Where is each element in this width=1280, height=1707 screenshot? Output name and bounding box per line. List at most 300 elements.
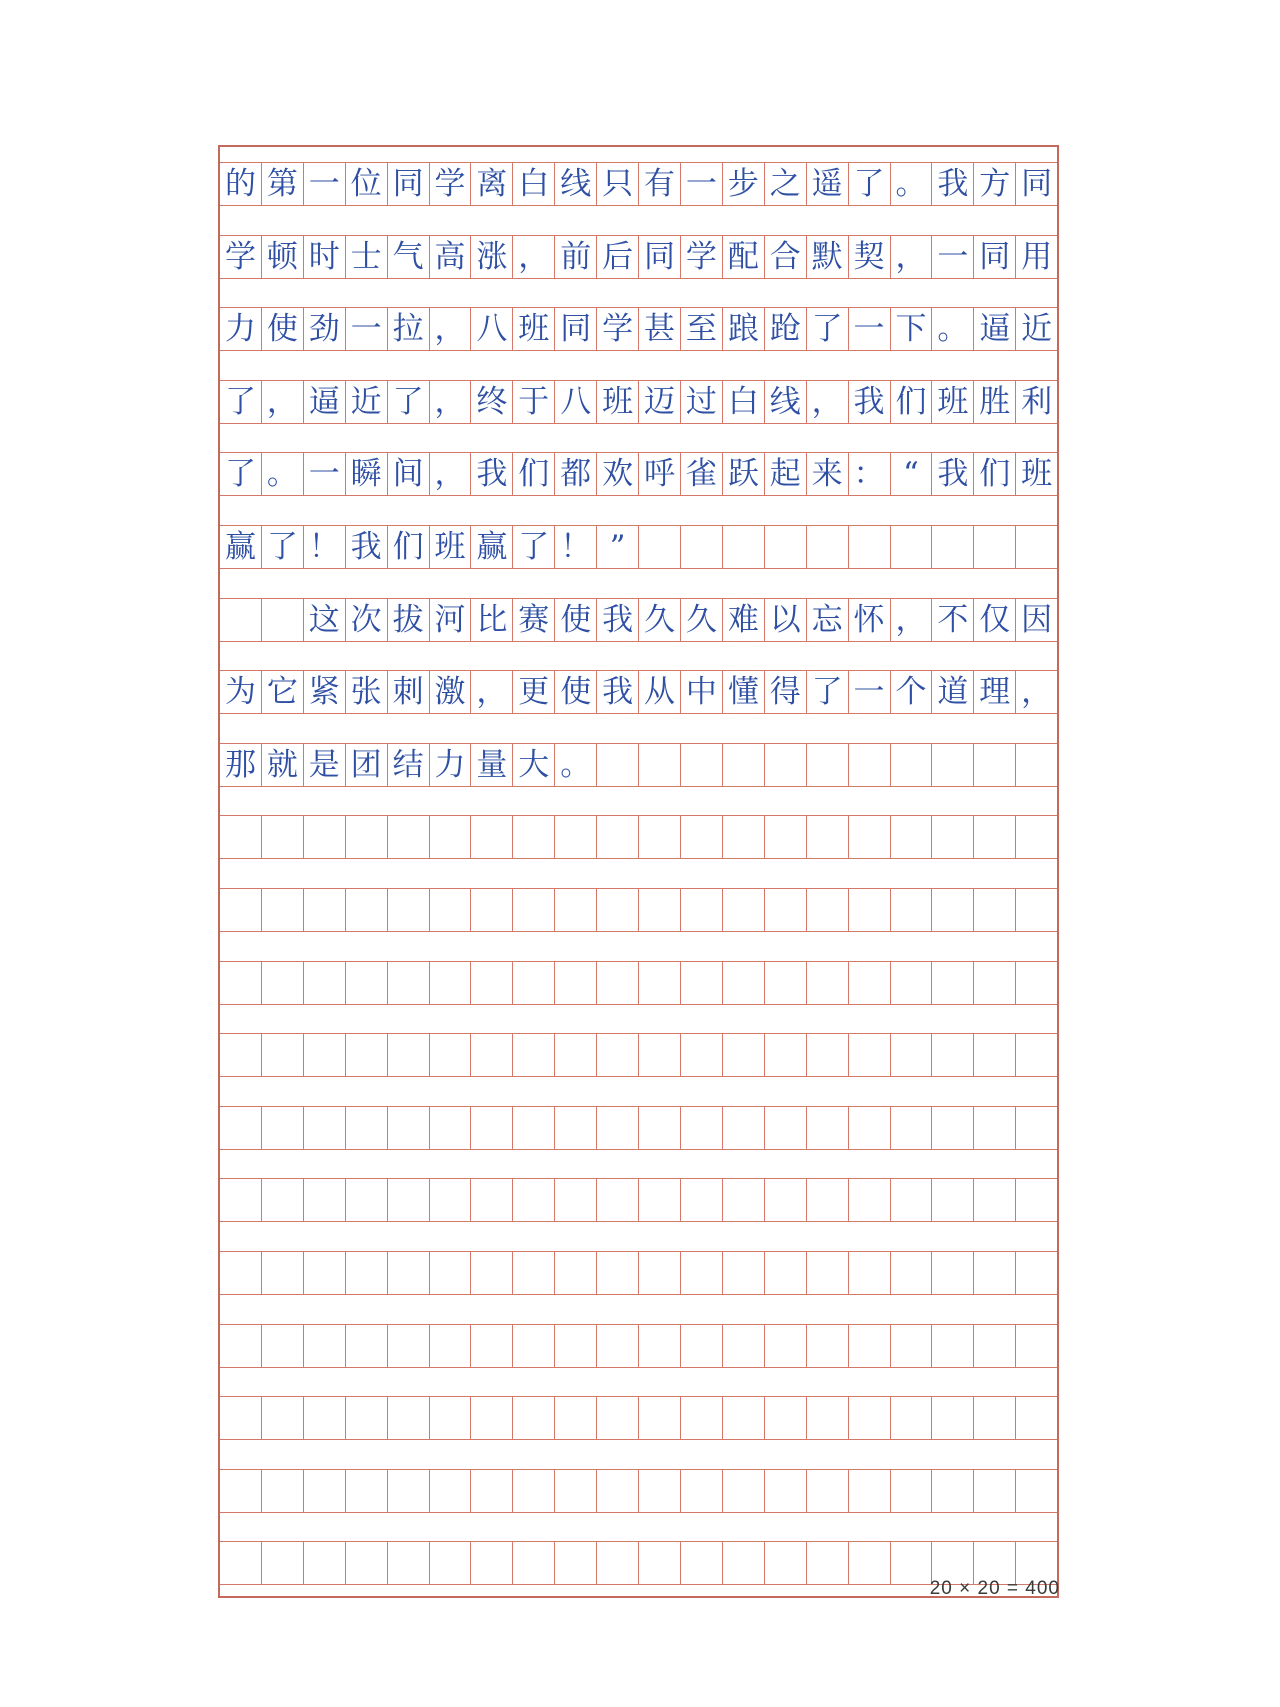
grid-cell: 忘	[807, 599, 849, 641]
grid-cell	[639, 1325, 681, 1367]
grid-cell	[639, 744, 681, 786]
grid-cell: 得	[765, 671, 807, 713]
grid-cell	[262, 816, 304, 858]
grid-cell	[430, 889, 472, 931]
grid-cell	[555, 1325, 597, 1367]
grid-cell	[304, 1179, 346, 1221]
grid-cell	[513, 1542, 555, 1584]
grid-cell	[723, 1397, 765, 1439]
grid-cell	[304, 1107, 346, 1149]
grid-cell: 理	[974, 671, 1016, 713]
grid-cell	[849, 962, 891, 1004]
grid-cell: 拉	[388, 308, 430, 350]
grid-cell	[932, 1470, 974, 1512]
grid-cell: 一	[346, 308, 388, 350]
grid-cell: 后	[597, 236, 639, 278]
grid-cell	[430, 1470, 472, 1512]
grid-cell: 我	[346, 526, 388, 568]
grid-cell: 紧	[304, 671, 346, 713]
grid-cell	[388, 1252, 430, 1294]
grid-cell	[974, 1034, 1016, 1076]
grid-cell	[471, 1542, 513, 1584]
grid-cell	[346, 1034, 388, 1076]
grid-cell	[555, 889, 597, 931]
grid-cell	[471, 1107, 513, 1149]
grid-cell: ，	[513, 236, 555, 278]
grid-cell: 仅	[974, 599, 1016, 641]
grid-cell: 就	[262, 744, 304, 786]
grid-cell: ，	[430, 381, 472, 423]
grid-cell	[639, 1397, 681, 1439]
grid-cell: 间	[388, 453, 430, 495]
grid-cell: 学	[430, 163, 472, 205]
grid-cell: 至	[681, 308, 723, 350]
grid-cell	[513, 1252, 555, 1294]
grid-cell	[1016, 1179, 1057, 1221]
grid-cell: 遥	[807, 163, 849, 205]
grid-cell	[597, 816, 639, 858]
grid-cell: ，	[891, 599, 933, 641]
grid-cell: 跄	[765, 308, 807, 350]
grid-cell: ！	[555, 526, 597, 568]
grid-cell: 都	[555, 453, 597, 495]
grid-cell	[262, 1325, 304, 1367]
grid-cell	[430, 1107, 472, 1149]
grid-cell: 班	[513, 308, 555, 350]
grid-cell: 气	[388, 236, 430, 278]
grid-cell: 一	[932, 236, 974, 278]
grid-cell	[807, 526, 849, 568]
grid-cell	[597, 1179, 639, 1221]
grid-cell	[555, 1542, 597, 1584]
grid-cell	[639, 526, 681, 568]
grid-cell	[262, 1107, 304, 1149]
grid-cell	[681, 744, 723, 786]
grid-cell: 。	[932, 308, 974, 350]
grid-cell	[597, 1397, 639, 1439]
grid-cell	[388, 1034, 430, 1076]
grid-cell	[262, 599, 304, 641]
grid-cell	[346, 1107, 388, 1149]
grid-cell	[430, 1179, 472, 1221]
grid-cell	[974, 1107, 1016, 1149]
grid-cell: 怀	[849, 599, 891, 641]
grid-row	[220, 888, 1057, 932]
grid-cell	[765, 1470, 807, 1512]
grid-cell	[765, 1252, 807, 1294]
grid-cell	[597, 962, 639, 1004]
grid-cell	[1016, 1034, 1057, 1076]
grid-cell	[974, 526, 1016, 568]
grid-cell	[807, 816, 849, 858]
grid-cell	[932, 1252, 974, 1294]
grid-cell	[891, 1470, 933, 1512]
grid-cell: 班	[597, 381, 639, 423]
grid-cell: ，	[430, 453, 472, 495]
grid-cell	[807, 889, 849, 931]
grid-cell	[765, 889, 807, 931]
grid-cell	[220, 1542, 262, 1584]
grid-cell	[471, 816, 513, 858]
grid-cell	[555, 1179, 597, 1221]
grid-cell	[849, 1252, 891, 1294]
grid-cell	[471, 1034, 513, 1076]
grid-cell	[807, 1179, 849, 1221]
grid-cell	[681, 1252, 723, 1294]
grid-cell: 默	[807, 236, 849, 278]
grid-cell	[681, 1179, 723, 1221]
grid-cell	[220, 599, 262, 641]
grid-cell	[765, 816, 807, 858]
grid-cell	[807, 1252, 849, 1294]
grid-cell	[639, 1470, 681, 1512]
grid-cell	[849, 1179, 891, 1221]
grid-cell	[974, 744, 1016, 786]
grid-cell: 赛	[513, 599, 555, 641]
grid-cell	[513, 1107, 555, 1149]
grid-cell: ！	[304, 526, 346, 568]
grid-cell: 们	[513, 453, 555, 495]
grid-cell	[388, 1542, 430, 1584]
grid-cell	[765, 962, 807, 1004]
grid-cell	[388, 1325, 430, 1367]
grid-cell	[681, 1034, 723, 1076]
grid-cell: 我	[932, 453, 974, 495]
grid-cell	[891, 1034, 933, 1076]
grid-cell: 同	[639, 236, 681, 278]
grid-cell	[639, 1034, 681, 1076]
grid-cell	[932, 526, 974, 568]
grid-cell	[974, 962, 1016, 1004]
grid-cell	[471, 962, 513, 1004]
grid-cell: 过	[681, 381, 723, 423]
grid-cell: 八	[471, 308, 513, 350]
grid-cell	[681, 889, 723, 931]
grid-cell	[681, 1470, 723, 1512]
grid-cell	[932, 962, 974, 1004]
grid-cell: 中	[681, 671, 723, 713]
grid-cell	[597, 1470, 639, 1512]
grid-cell	[471, 1397, 513, 1439]
grid-cell: 。	[262, 453, 304, 495]
grid-cell: 同	[1021, 166, 1053, 202]
grid-cell: 我	[471, 453, 513, 495]
grid-cell: 从	[639, 671, 681, 713]
grid-cell	[346, 1397, 388, 1439]
grid-cell	[388, 1179, 430, 1221]
grid-cell: 学	[681, 236, 723, 278]
grid-cell: 使	[262, 308, 304, 350]
grid-cell	[304, 889, 346, 931]
grid-cell	[262, 962, 304, 1004]
grid-cell	[513, 889, 555, 931]
grid-cell	[513, 816, 555, 858]
grid-cell: 我	[597, 671, 639, 713]
grid-cell: 步	[723, 163, 765, 205]
grid-cell	[262, 1542, 304, 1584]
grid-cell	[388, 1397, 430, 1439]
grid-cell	[555, 1107, 597, 1149]
grid-cell	[262, 1470, 304, 1512]
grid-cell	[807, 1470, 849, 1512]
grid-cell: 雀	[681, 453, 723, 495]
grid-cell	[513, 1397, 555, 1439]
grid-cell: 班	[430, 526, 472, 568]
grid-cell	[765, 526, 807, 568]
grid-cell	[220, 962, 262, 1004]
grid-cell: 结	[388, 744, 430, 786]
grid-cell	[471, 1252, 513, 1294]
grid-cell	[220, 1470, 262, 1512]
grid-cell: 力	[430, 744, 472, 786]
grid-cell	[765, 1034, 807, 1076]
grid-cell: 们	[388, 526, 430, 568]
grid-cell: 为	[220, 671, 262, 713]
grid-cell	[849, 744, 891, 786]
grid-cell: 白	[723, 381, 765, 423]
grid-cell	[430, 1252, 472, 1294]
grid-cell: 了	[849, 163, 891, 205]
grid-cell	[974, 1470, 1016, 1512]
grid-cell: 一	[304, 163, 346, 205]
grid-cell: 我	[932, 163, 974, 205]
grid-cell: 合	[765, 236, 807, 278]
grid-cell	[765, 744, 807, 786]
grid-cell: 我	[597, 599, 639, 641]
grid-cell	[262, 1179, 304, 1221]
grid-cell: 不	[932, 599, 974, 641]
grid-cell	[597, 1542, 639, 1584]
grid-cell	[932, 816, 974, 858]
grid-cell	[891, 1542, 933, 1584]
grid-row	[220, 235, 1057, 279]
grid-cell: 来	[807, 453, 849, 495]
grid-cell: 近	[346, 381, 388, 423]
grid-row	[220, 1178, 1057, 1222]
grid-cell	[723, 1542, 765, 1584]
grid-cell	[388, 1470, 430, 1512]
grid-cell	[346, 962, 388, 1004]
grid-cell: 以	[765, 599, 807, 641]
grid-cell	[974, 889, 1016, 931]
grid-cell: 它	[262, 671, 304, 713]
grid-cell: 位	[346, 163, 388, 205]
grid-cell	[765, 1179, 807, 1221]
grid-cell: 个	[891, 671, 933, 713]
grid-row	[220, 598, 1057, 642]
grid-cell: 迈	[639, 381, 681, 423]
grid-cell	[513, 1470, 555, 1512]
grid-cell: 配	[723, 236, 765, 278]
grid-cell	[807, 1325, 849, 1367]
grid-cell	[262, 1397, 304, 1439]
grid-cell	[932, 1034, 974, 1076]
grid-cell	[723, 1325, 765, 1367]
grid-row	[220, 452, 1057, 496]
grid-cell	[555, 1397, 597, 1439]
grid-cell: 们	[891, 381, 933, 423]
grid-cell	[388, 889, 430, 931]
grid-cell	[891, 889, 933, 931]
grid-cell: 线	[765, 381, 807, 423]
grid-cell: 赢	[220, 526, 262, 568]
grid-cell: ：	[849, 453, 891, 495]
grid-cell	[262, 1034, 304, 1076]
grid-cell	[304, 1325, 346, 1367]
grid-cell	[388, 816, 430, 858]
grid-cell	[597, 1107, 639, 1149]
grid-cell	[220, 1034, 262, 1076]
grid-cell: 欢	[597, 453, 639, 495]
grid-cell: 团	[346, 744, 388, 786]
grid-cell	[681, 1325, 723, 1367]
grid-cell	[932, 1397, 974, 1439]
grid-cell: 时	[304, 236, 346, 278]
grid-cell: 下	[891, 308, 933, 350]
grid-cell: 胜	[974, 381, 1016, 423]
grid-cell	[430, 1397, 472, 1439]
grid-cell: 赢	[471, 526, 513, 568]
grid-cell	[1016, 1252, 1057, 1294]
cell-count-label: 20 × 20 = 400	[929, 1578, 1060, 1599]
grid-cell: 懂	[723, 671, 765, 713]
grid-cell	[1016, 962, 1057, 1004]
grid-cell	[765, 1397, 807, 1439]
grid-cell	[346, 1179, 388, 1221]
grid-cell	[681, 1542, 723, 1584]
grid-cell	[723, 962, 765, 1004]
grid-row	[220, 961, 1057, 1005]
grid-cell	[723, 744, 765, 786]
grid-cell	[891, 1325, 933, 1367]
grid-cell: 逼	[974, 308, 1016, 350]
grid-cell	[262, 1252, 304, 1294]
grid-cell: 利	[1021, 383, 1053, 420]
grid-cell	[597, 1252, 639, 1294]
grid-cell	[513, 1034, 555, 1076]
grid-cell: 次	[346, 599, 388, 641]
grid-cell: 班	[932, 381, 974, 423]
grid-cell: 了	[807, 308, 849, 350]
grid-cell	[723, 526, 765, 568]
grid-row	[220, 1033, 1057, 1077]
grid-cell: 了	[807, 671, 849, 713]
grid-cell	[849, 889, 891, 931]
grid-cell	[555, 1470, 597, 1512]
grid-cell	[346, 1325, 388, 1367]
grid-cell: ，	[430, 308, 472, 350]
grid-cell	[681, 962, 723, 1004]
grid-cell: 我	[849, 381, 891, 423]
grid-cell	[471, 889, 513, 931]
grid-cell: 同	[555, 308, 597, 350]
grid-cell: 那	[220, 744, 262, 786]
grid-cell	[932, 1179, 974, 1221]
grid-cell	[639, 1252, 681, 1294]
grid-cell: ，	[471, 671, 513, 713]
grid-cell: ”	[597, 526, 639, 568]
grid-cell	[639, 1179, 681, 1221]
grid-cell: 近	[1021, 311, 1053, 348]
grid-cell: 了	[220, 381, 262, 423]
grid-cell	[974, 1325, 1016, 1367]
grid-cell	[346, 1470, 388, 1512]
grid-cell: 。	[555, 744, 597, 786]
grid-cell	[430, 1325, 472, 1367]
grid-cell	[681, 526, 723, 568]
grid-cell: 使	[555, 671, 597, 713]
grid-cell: 只	[597, 163, 639, 205]
grid-cell: 了	[388, 381, 430, 423]
grid-cell: ，	[262, 381, 304, 423]
grid-cell: 比	[471, 599, 513, 641]
grid-cell	[765, 1542, 807, 1584]
grid-cell: 高	[430, 236, 472, 278]
grid-cell: 大	[513, 744, 555, 786]
grid-row	[220, 1251, 1057, 1295]
grid-cell: 的	[220, 163, 262, 205]
grid-cell: 。	[891, 163, 933, 205]
grid-cell: 一	[681, 163, 723, 205]
grid-cell: ，	[807, 381, 849, 423]
grid-cell	[849, 1542, 891, 1584]
grid-row	[220, 670, 1057, 714]
grid-cell	[639, 962, 681, 1004]
grid-cell	[932, 889, 974, 931]
grid-cell: 之	[765, 163, 807, 205]
grid-cell	[639, 889, 681, 931]
grid-cell	[974, 816, 1016, 858]
grid-cell	[974, 1397, 1016, 1439]
grid-cell: 前	[555, 236, 597, 278]
grid-cell: 学	[597, 308, 639, 350]
grid-cell	[597, 1034, 639, 1076]
grid-cell	[388, 962, 430, 1004]
grid-cell	[849, 1325, 891, 1367]
grid-cell	[639, 816, 681, 858]
grid-cell	[346, 889, 388, 931]
grid-cell	[304, 816, 346, 858]
grid-cell: 一	[304, 453, 346, 495]
grid-cell	[723, 1470, 765, 1512]
grid-cell	[681, 816, 723, 858]
grid-cell	[220, 816, 262, 858]
grid-cell	[681, 1107, 723, 1149]
grid-cell	[555, 1252, 597, 1294]
grid-cell: 了	[513, 526, 555, 568]
grid-cell	[723, 1107, 765, 1149]
grid-cell	[304, 1252, 346, 1294]
grid-cell: 一	[849, 671, 891, 713]
grid-cell: 是	[304, 744, 346, 786]
grid-cell	[849, 816, 891, 858]
grid-cell	[1016, 816, 1057, 858]
grid-cell: 学	[220, 236, 262, 278]
grid-cell	[597, 744, 639, 786]
composition-grid-sheet	[218, 145, 1059, 1598]
grid-cell	[891, 1179, 933, 1221]
grid-cell: 瞬	[346, 453, 388, 495]
grid-cell	[1016, 889, 1057, 931]
grid-cell: 同	[388, 163, 430, 205]
grid-cell	[1016, 744, 1057, 786]
grid-cell	[849, 1470, 891, 1512]
grid-cell	[346, 816, 388, 858]
grid-cell: 跃	[723, 453, 765, 495]
grid-cell	[974, 1179, 1016, 1221]
grid-cell: “	[891, 453, 933, 495]
grid-cell	[597, 889, 639, 931]
